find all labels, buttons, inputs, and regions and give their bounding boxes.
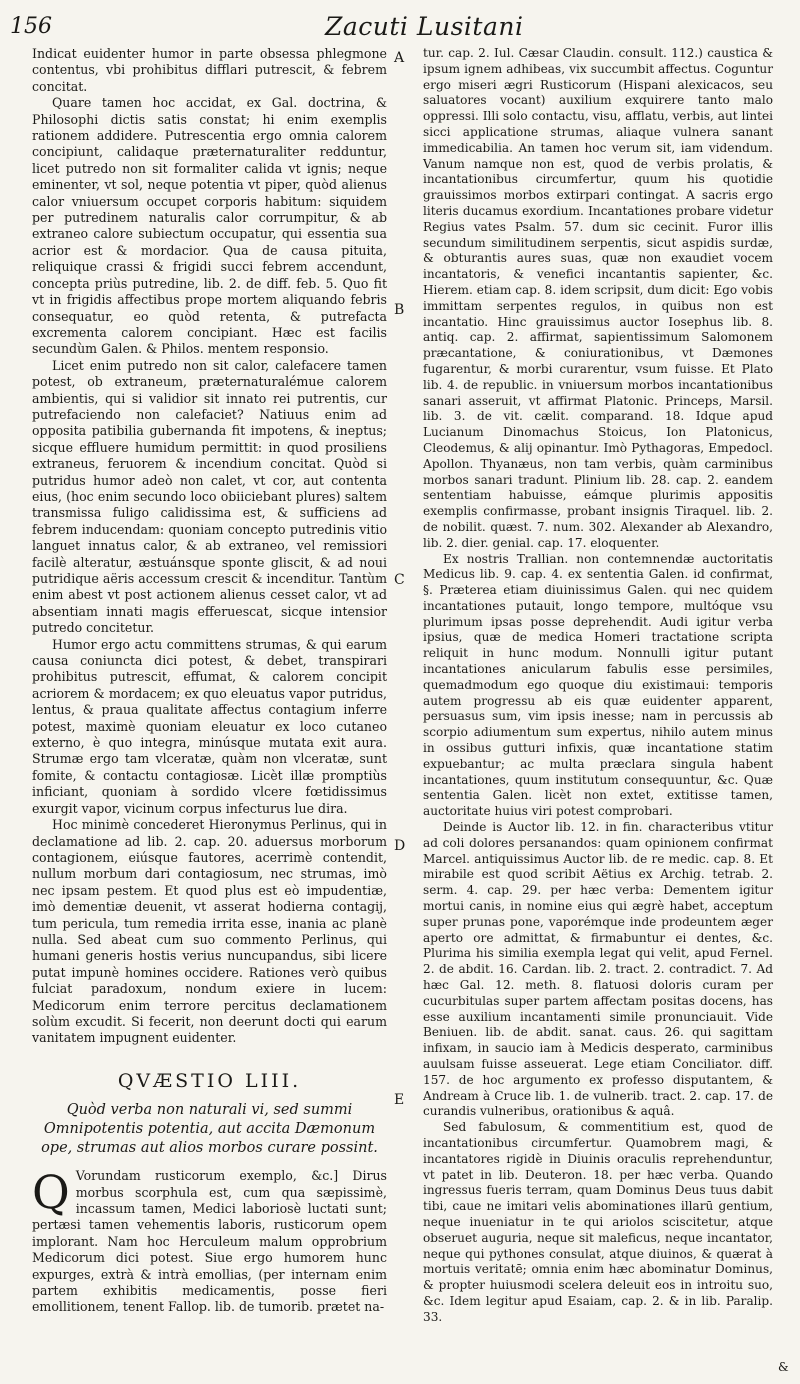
margin-letter-d: D (394, 838, 406, 854)
running-head: Zacuti Lusitani (325, 12, 524, 41)
question-subtitle: Quòd verba non naturali vi, sed summi Omnipotentis potentia, aut accita Dæmonum ope, strumas aut alios morbos curare possint. (41, 1102, 378, 1157)
right-column (423, 46, 773, 1326)
catchword: & (778, 1360, 789, 1374)
page-number: 156 (10, 14, 52, 39)
right-paragraph: Sed fabulosum, & commentitium est, quod de incantationibus circumfertur. Quamobrem magi, & incantatores rigidè in Diuinis oraculis reprehenduntur, vt patet in lib. Deuteron. 18. per hæc verba. Quando ingressus fueris terram, quam Dominus Deus tuus dabit tibi, caue ne imitari velis abominationes illarū gentium, neque inueniatur in te qui ariolos sciscitetur, atque obseruet auguria, neque sit maleficus, neque incantator, neque qui pythones consulat, atque diuinos, & quærat à mortuis veritatē; omnia enim hæc abominatur Dominus, & propter huiusmodi scelera deleuit eos in introitu suo, &c. Idem legitur apud Esaiam, cap. 2. & in lib. Paralip. 33. (423, 1120, 773, 1324)
drop-cap: Q (32, 1165, 70, 1220)
left-paragraph: Licet enim putredo non sit calor, calefacere tamen potest, ob extraneum, præternaturalémue calorem ambientis, qui si validior sit innato rei putrentis, cur putrefaciendo non calefaciet? Natiuus enim ad opposita patibilia gubernanda fit impotens, & ineptus; sicque effluere humidum permittit: in quod prosiliens extraneus, feruorem & incendium concitat. Quòd si putridus humor adeò non calet, vt cor, aut contenta eius, (hoc enim secundo loco obiiciebant plures) saltem transmissa fuligo calidissima est, & sufficiens ad febrem inducendam: quoniam concepto putredinis vitio languet innatus calor, & ab extraneo, vel remissiori facilè alteratur, æstuánsque sponte gliscit, & ad noui putridique aëris accessum crescit & incenditur. Tantùm enim abest vt post actionem alienus cesset calor, vt ad absentiam innati magis efferuescat, sicque intensior putredo concitetur. (32, 357, 387, 636)
margin-letter-a: A (394, 50, 405, 66)
left-paragraph: Quare tamen hoc accidat, ex Gal. doctrina, & Philosophi dictis satis constat; hi enim exemplis rationem addidere. Putrescentia ergo omnia calorem concipiunt, calidaque præternaturaliter redduntur, licet putredo non sit formaliter calida vt ignis; neque eminenter, vt sol, neque potentia vt piper, quòd alienus calor vniuersum occupet corporis habitum: siquidem per putredinem naturalis calor corrumpitur, & ab extraneo calore subiectum occupatur, qui essentia sua acrior est & mordacior. Qua de causa pituita, reliquique crassi & frigidi succi febrem accendunt, concepta priùs putredine, lib. 2. de diff. feb. 5. Quo fit vt in frigidis affectibus prope mortem aliquando febris consequatur, eo quòd retenta, & putrefacta excrementa calorem concipiant. Hæc est facilis secundùm Galen. & Philos. mentem responsio. (32, 95, 387, 357)
left-paragraph: Hoc minimè concederet Hieronymus Perlinus, qui in declamatione ad lib. 2. cap. 20. aduersus morborum contagionem, eiúsque fautores, acerrimè contendit, nullum morbum dari contagiosum, nec strumas, imò nec ipsam pestem. Et quod plus est eò impudentiæ, imò dementiæ deuenit, vt asserat hodierna contagij, tum pericula, tum remedia irrita esse, inania ac planè nulla. Sed abeat cum suo commento Perlinus, qui humani generis hostis verius nuncupandus, sibi licere putat impunè homines occidere. Rationes verò quibus fulciat paradoxum, nondum exiere in lucem: Medicorum enim terrore percitus declamationem solùm excudit. Si fecerit, non deerunt docti qui earum vanitatem impugnent euidenter. (32, 817, 387, 1046)
margin-letter-b: B (394, 302, 405, 318)
question-title: QVÆSTIO LIII. (117, 1069, 302, 1092)
question-body-text: Vorundam rusticorum exemplo, &c.] Dirus morbus scorphula est, cum qua sæpissimè, incassum tamen, Medici laboriosè luctati sunt; pertæsi tamen vehementis laboris, rusticorum opem implorant. Nam hoc Herculeum malum opprobrium Medicorum dici potest. Siue ergo humorem hunc expurges, extrà & intrà emollias, (per internam enim partem exhibitis medicamentis, posse fieri emollitionem, tenent Fallop. lib. de tumorib. prætet na- (32, 1168, 387, 1315)
margin-letter-e: E (394, 1092, 405, 1108)
right-paragraph: Ex nostris Trallian. non contemnendæ auctoritatis Medicus lib. 9. cap. 4. ex sententia Galen. id confirmat, §. Præterea etiam diuinissimus Galen. qui nec quidem incantationes putauit, longo tempore, multóque vsu plurimum ipsas posse deprehendit. Audi igitur verba ipsius, quæ de medica Homeri tractatione scripta reliquit in hunc modum. Nonnulli igitur putant incantationes anicularum fabulis esse persimiles, quemadmodum ego quoque diu existimaui: temporis autem progressu ab eis quæ euidenter apparent, persuasus sum, vim ipsis inesse; nam in percussis ab scorpio adiumentum sum expertus, nihilo autem minus in ossibus gutturi infixis, quæ incantatione statim expuebantur; ac multa præclara singula habent incantationes, quum institutum consequuntur, &c. Quæ sententia Galen. licèt non extet, extitisse tamen, auctoritate huius viri potest comprobari. (423, 551, 773, 819)
left-column (32, 46, 387, 1316)
right-paragraph: tur. cap. 2. Iul. Cæsar Claudin. consult. 112.) caustica & ipsum ignem adhibeas, vix succumbit affectus. Coguntur ergo miseri ægri Rusticorum (Hispani alexicacos, seu saluatores vocant) auxilium exquirere tanto malo oppressi. Illi solo contactu, visu, afflatu, verbis, aut lintei sicci applicatione strumas, aliaque vulnera sanant immedicabilia. An tamen hoc verum sit, iam videndum. Vanum namque non est, quod de verbis prolatis, & incantationibus circumfertur, quum his quotidie grauissimos morbos extirpari contingat. A sacris ergo literis ducamus exordium. Incantationes probare videtur Regius vates Psalm. 57. dum sic cecinit. Furor illis secundum similitudinem serpentis, sicut aspidis surdæ, & obturantis aures suas, quæ non exaudiet vocem incantatoris, & venefici incantantis sapienter, &c. Hierem. etiam cap. 8. idem scripsit, dum dicit: Ego vobis immittam serpentes regulos, in quibus non est incantatio. Hinc grauissimus auctor Iosephus lib. 8. antiq. cap. 2. affirmat, sapientissimum Salomonem præcantatione, & coniurationibus, vt Dæmones fugarentur, & morbi curarentur, vsum fuisse. Et Plato lib. 4. de republic. in vniuersum morbos incantationibus sanari asseruit, vt affirmat Platonic. Princeps, Marsil. lib. 3. de vit. cælit. comparand. 18. Idque apud Lucianum Dinomachus Stoicus, Ion Platonicus, Cleodemus, & alij opinantur. Imò Pythagoras, Empedocl. Apollon. Thyanæus, non tam verbis, quàm carminibus morbos sanari tradunt. Plinium lib. 28. cap. 2. eandem sententiam habuisse, eámque plurimis appositis exemplis confirmasse, probant insignis Tiraquel. lib. 2. de nobilit. quæst. 7. num. 302. Alexander ab Alexandro, lib. 2. dier. genial. cap. 17. eloquenter. (423, 46, 773, 550)
left-paragraph: Indicat euidenter humor in parte obsessa phlegmone contentus, vbi prohibitus difflari putrescit, & febrem concitat. (32, 46, 387, 94)
margin-letter-c: C (394, 572, 405, 588)
question-body (32, 1165, 387, 1316)
left-paragraph: Humor ergo actu committens strumas, & qui earum causa coniuncta dici potest, & debet, transpirari prohibitus putrescit, effumat, & calorem concipit acriorem & mordacem; ex quo eleuatus vapor putridus, lentus, & praua qualitate affectus contagium inferre potest, maximè quoniam eleuatur ex loco cutaneo externo, è quo integra, minúsque mutata exit aura. Strumæ ergo tam vlceratæ, quàm non vlceratæ, sunt fomite, & contactu contagiosæ. Licèt illæ promptiùs inficiant, quoniam à sordido vlcere fœtidissimus exurgit vapor, vicinum corpus infecturus lue dira. (32, 636, 387, 816)
right-paragraph: Deinde is Auctor lib. 12. in fin. characteribus vtitur ad coli dolores persanandos: quam opinionem confirmat Marcel. antiquissimus Auctor lib. de re medic. cap. 8. Et mirabile est quod scribit Aëtius ex Archig. tetrab. 2. serm. 4. cap. 29. per hæc verba: Dementem igitur mortui canis, in nomine eius qui ægrè habet, acceptum super prunas pone, vaporémque inde prodeuntem æger aperto ore admittat, & firmabuntur ei dentes, &c. Plurima his similia exempla legat qui velit, apud Fernel. 2. de abdit. 16. Cardan. lib. 2. tract. 2. contradict. 7. Ad hæc Gal. 12. meth. 8. flatuosi doloris curam per cucurbitulas super partem affectam positas docens, has esse auxilium incantamenti simile pronunciauit. Vide Beniuen. lib. de abdit. sanat. caus. 26. qui sagittam infixam, in saucio iam à Medicis desperato, carminibus auulsam fuisse asseuerat. Lege etiam Conciliator. diff. 157. de hoc argumento ex professo disputantem, & Andream à Cruce lib. 1. de vulnerib. tract. 2. cap. 17. de curandis vulneribus, orationibus & aquâ. (423, 820, 773, 1119)
